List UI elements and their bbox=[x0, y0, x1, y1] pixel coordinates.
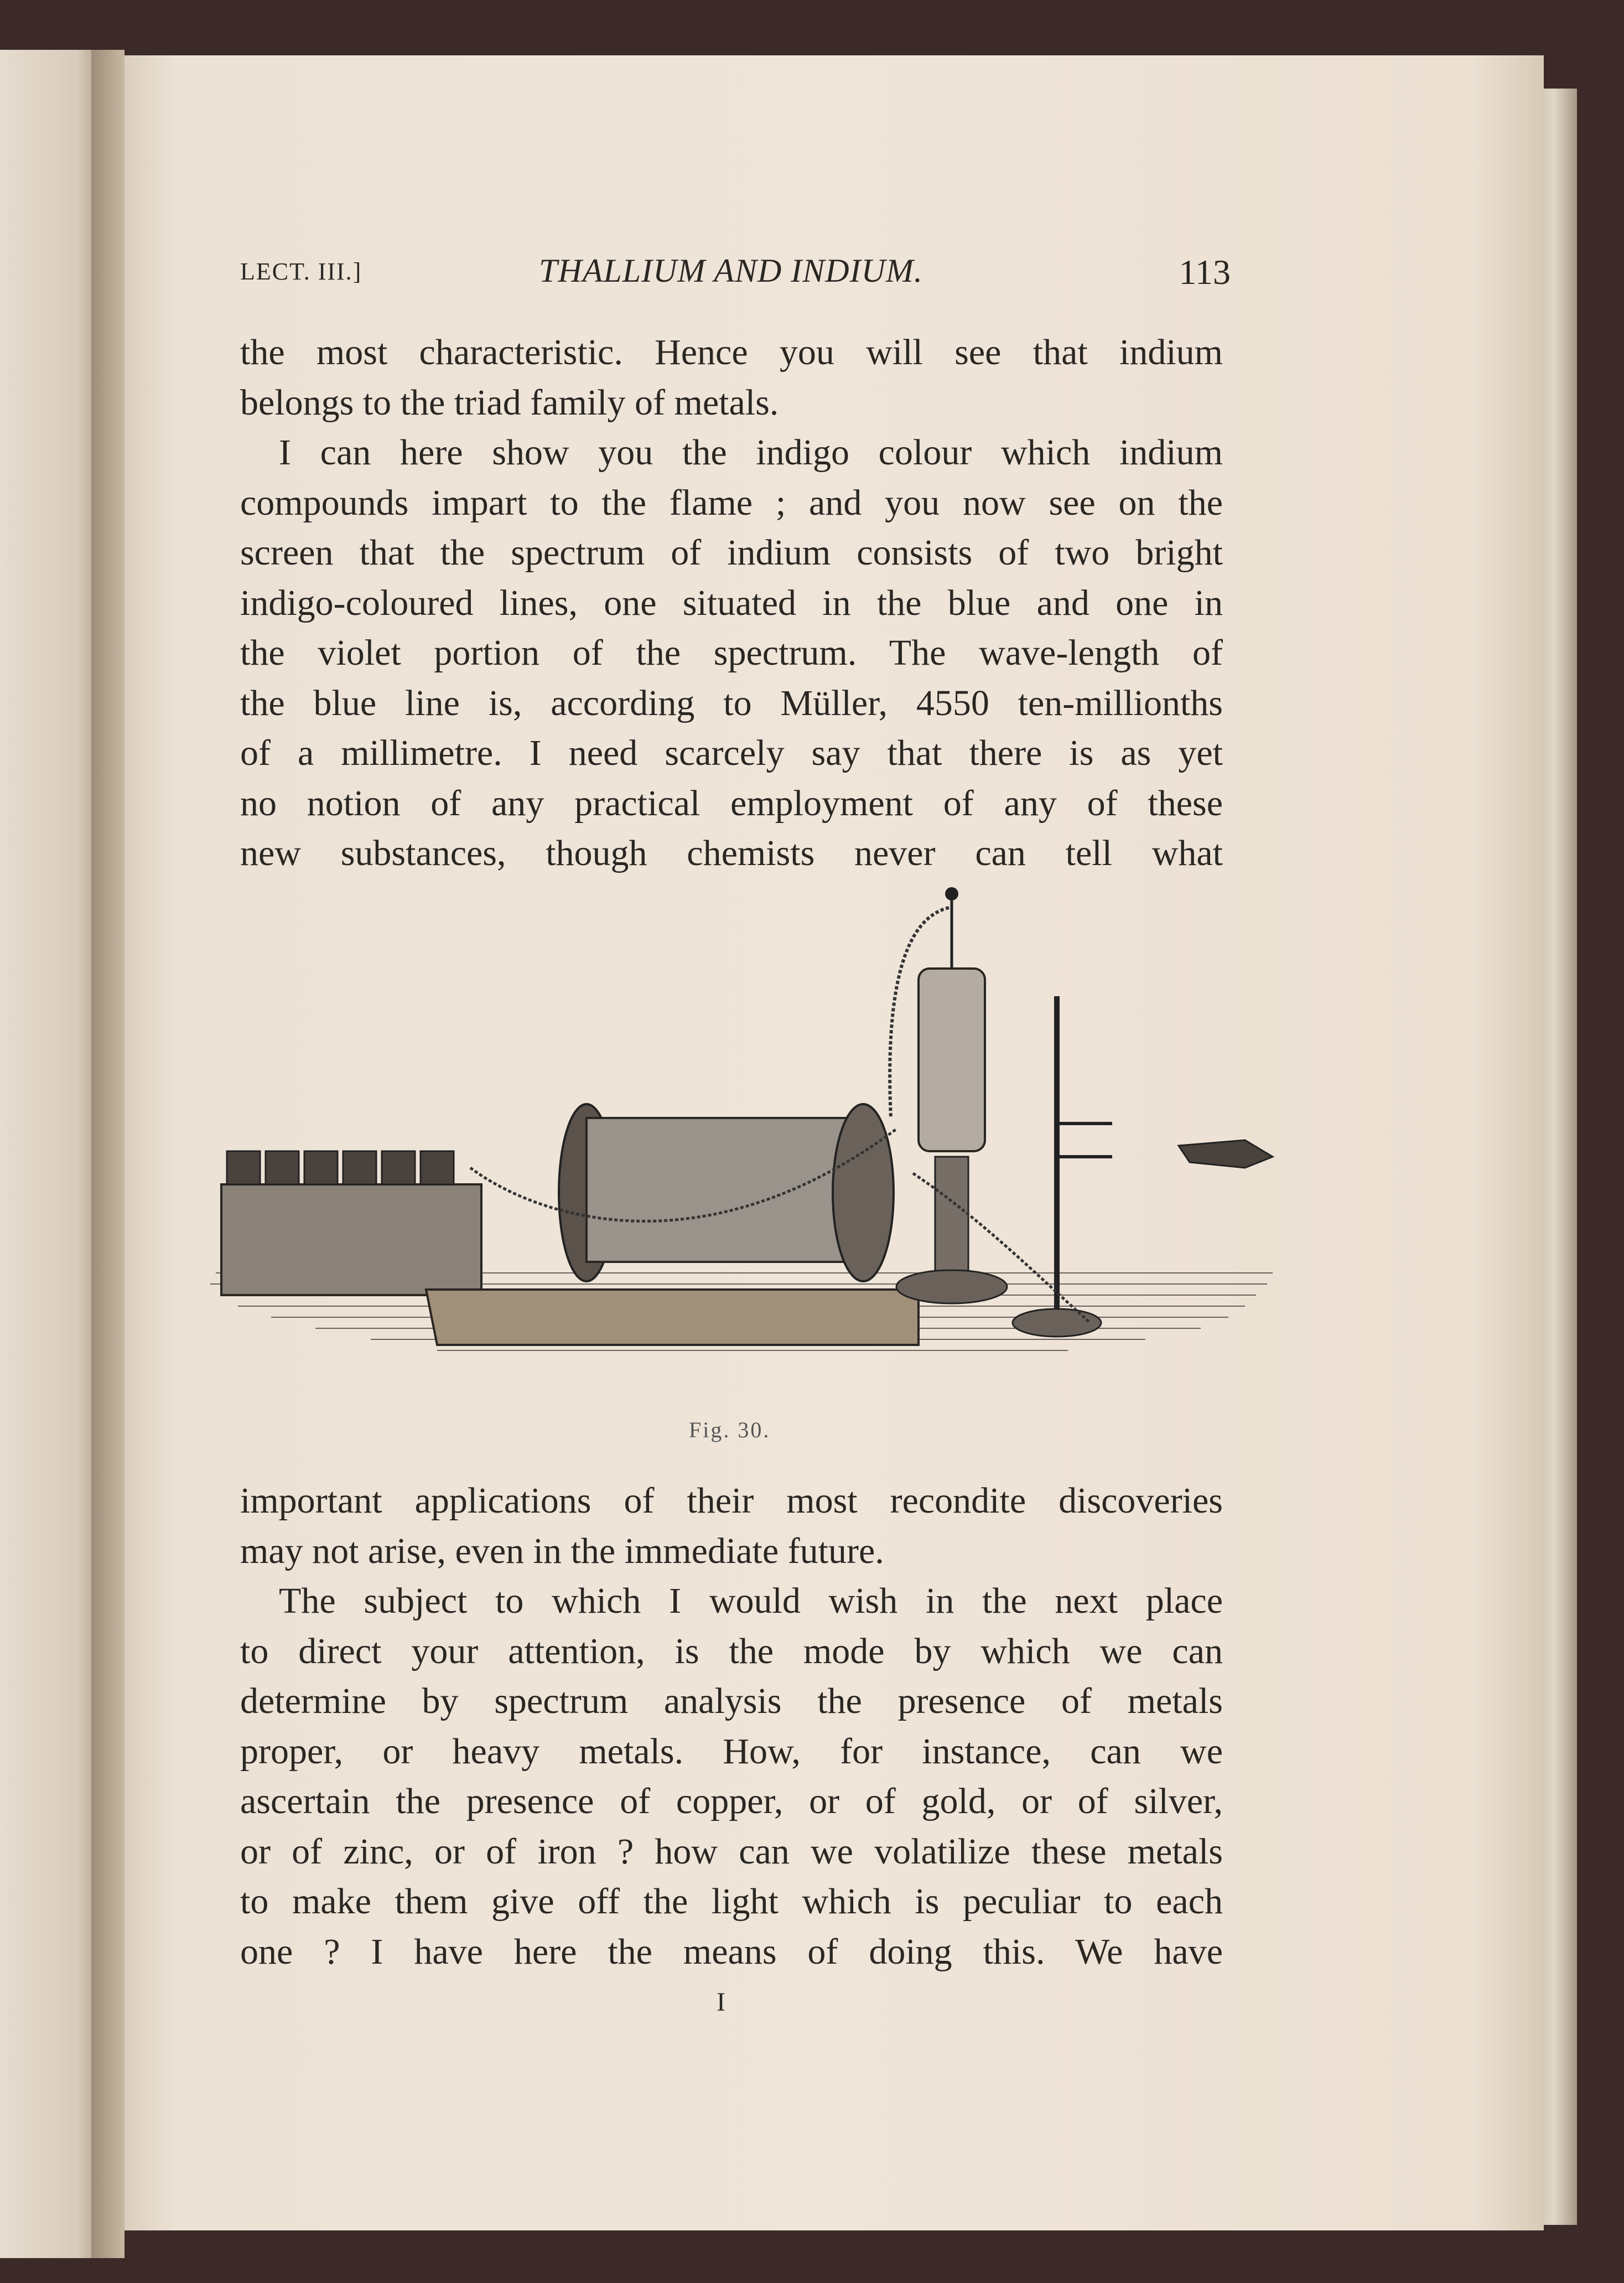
text-line: the blue line is, according to Müller, 4550 ten-millionths bbox=[240, 682, 1223, 723]
text-line: I can here show you the indigo colour which indium bbox=[279, 432, 1223, 473]
figure-caption: Fig. 30. bbox=[689, 1417, 771, 1442]
text-line: of a millimetre. I need scarcely say that there is as yet bbox=[240, 733, 1223, 773]
text-line: important applications of their most recondite discoveries bbox=[240, 1480, 1223, 1521]
text-line: proper, or heavy metals. How, for instance, can we bbox=[240, 1731, 1223, 1772]
running-head bbox=[240, 252, 1231, 296]
text-line: ascertain the presence of copper, or of gold, or of silver, bbox=[240, 1781, 1223, 1821]
text-line: compounds impart to the flame ; and you now see on the bbox=[240, 482, 1223, 523]
induction-coil bbox=[426, 1104, 919, 1345]
text-line: to direct your attention, is the mode by which we can bbox=[240, 1630, 1223, 1671]
text-line: no notion of any practical employment of any of these bbox=[240, 783, 1223, 824]
facing-page-edge bbox=[0, 50, 97, 2258]
text-line: belongs to the triad family of metals. bbox=[240, 382, 779, 423]
book-gutter bbox=[91, 50, 124, 2258]
spark-stand bbox=[1013, 996, 1273, 1337]
text-line: may not arise, even in the immediate future. bbox=[240, 1530, 884, 1571]
text-line: one ? I have here the means of doing this. We have bbox=[240, 1931, 1223, 1972]
text-line: to make them give off the light which is peculiar to each bbox=[240, 1881, 1223, 1922]
text-line: The subject to which I would wish in the next place bbox=[279, 1581, 1223, 1621]
page-number: 113 bbox=[1179, 252, 1231, 292]
chapter-title: THALLIUM AND INDIUM. bbox=[539, 252, 923, 289]
text-block-bottom bbox=[240, 1476, 1223, 1977]
text-line: determine by spectrum analysis the presence of metals bbox=[240, 1681, 1223, 1721]
signature-mark: I bbox=[717, 1987, 725, 2017]
figure-induction-coil-apparatus bbox=[205, 886, 1278, 1384]
text-block-top bbox=[240, 328, 1223, 879]
text-line: new substances, though chemists never can tell what bbox=[240, 833, 1223, 873]
text-line: the violet portion of the spectrum. The wave-length of bbox=[240, 633, 1223, 673]
text-line: the most characteristic. Hence you will see that indium bbox=[240, 332, 1223, 372]
text-line: or of zinc, or of iron ? how can we volatilize these metals bbox=[240, 1831, 1223, 1872]
lecture-label: LECT. III.] bbox=[240, 258, 362, 285]
page-stack-edge bbox=[1538, 89, 1577, 2225]
leyden-jar bbox=[890, 887, 1007, 1303]
battery bbox=[221, 1151, 481, 1295]
text-line: indigo-coloured lines, one situated in the blue and one in bbox=[240, 582, 1223, 623]
text-line: screen that the spectrum of indium consists of two bright bbox=[240, 532, 1223, 573]
